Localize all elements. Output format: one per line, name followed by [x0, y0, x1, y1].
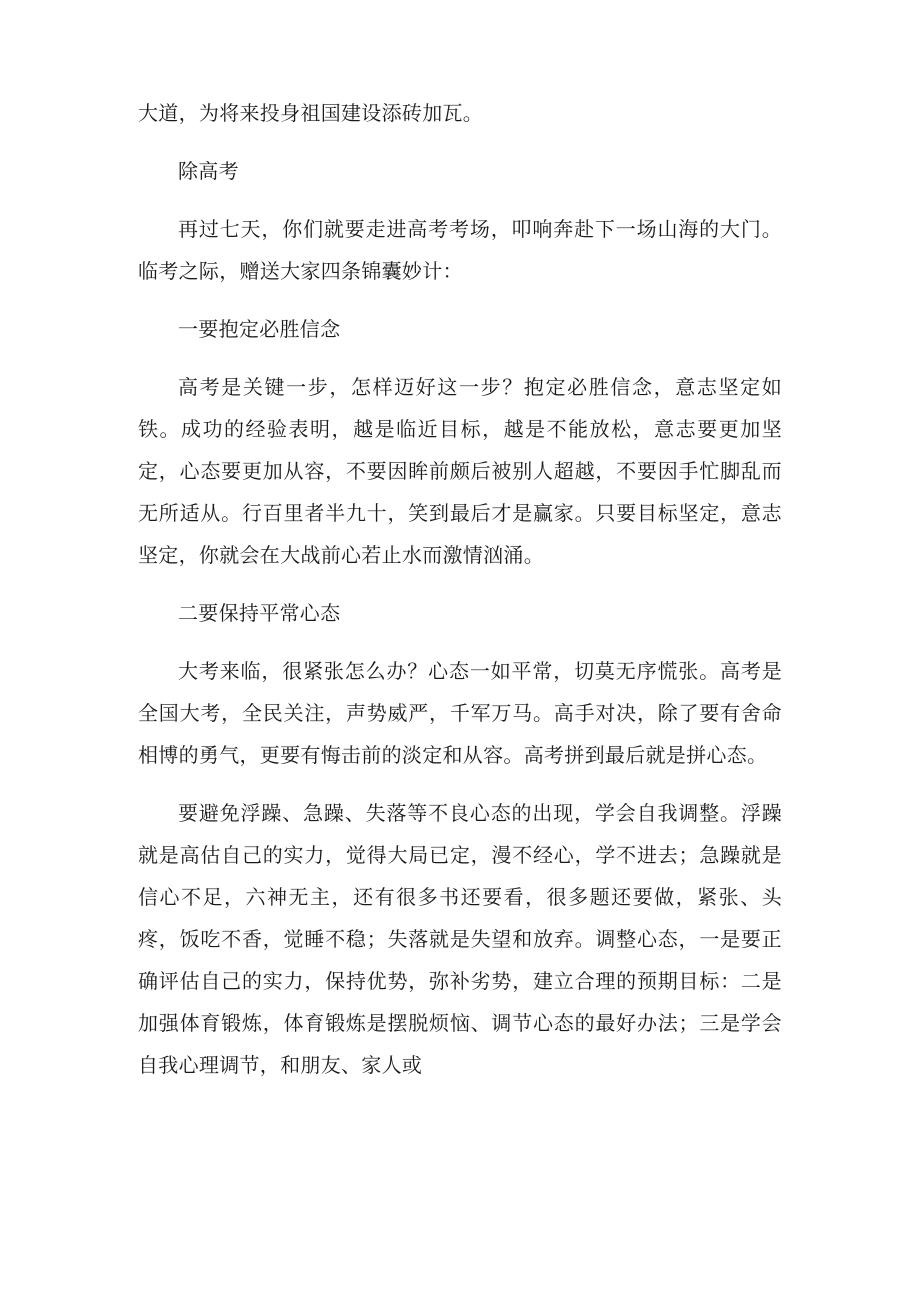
paragraph-tip-two: 大考来临，很紧张怎么办？心态一如平常，切莫无序慌张。高考是全国大考，全民关注，声势威严，千军万马。高手对决，除了要有舍命相博的勇气，更要有悔击前的淡定和从容。高考拼到最后就是拼心态。	[138, 659, 782, 767]
heading-exam: 除高考	[178, 159, 239, 183]
paragraph-tip-two-detail: 要避免浮躁、急躁、失落等不良心态的出现，学会自我调整。浮躁就是高估自己的实力，觉得大局已定，漫不经心，学不进去；急躁就是信心不足，六神无主，还有很多书还要看，很多题还要做，紧张、头疼，饭吃不香，觉睡不稳；失落就是失望和放弃。调整心态，一是要正确评估自己的实力，保持优势，弥补劣势，建立合理的预期目标：二是加强体育锻炼，体育锻炼是摆脱烦恼、调节心态的最好办法；三是学会自我心理调节，和朋友、家人或	[138, 801, 782, 1077]
heading-tip-two: 二要保持平常心态	[178, 601, 341, 625]
heading-tip-one: 一要抱定必胜信念	[178, 317, 341, 341]
paragraph-continuation: 大道，为将来投身祖国建设添砖加瓦。	[138, 101, 484, 125]
paragraph-tip-one: 高考是关键一步，怎样迈好这一步？抱定必胜信念，意志坚定如铁。成功的经验表明，越是临近目标，越是不能放松，意志要更加坚定，心态要更加从容，不要因眸前颇后被别人超越，不要因手忙脚乱而无所适从。行百里者半九十，笑到最后才是赢家。只要目标坚定，意志坚定，你就会在大战前心若止水而激情汹涌。	[138, 375, 782, 567]
document-body	[138, 92, 782, 1102]
paragraph-intro: 再过七天，你们就要走进高考考场，叩响奔赴下一场山海的大门。临考之际，赠送大家四条锦囊妙计：	[138, 217, 782, 283]
